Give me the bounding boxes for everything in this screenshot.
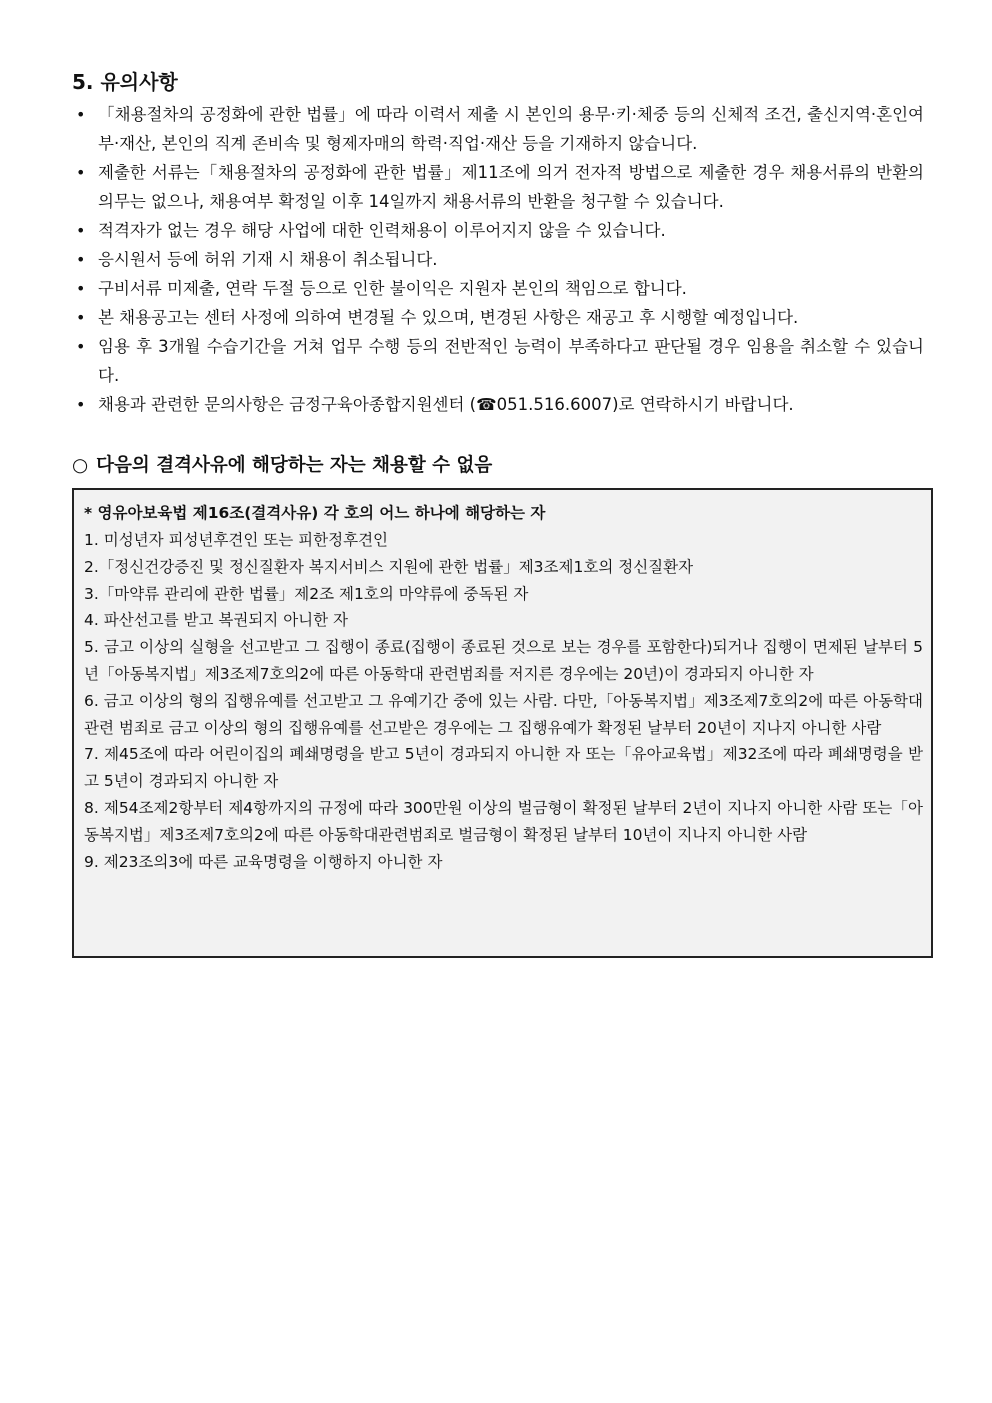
note-text: 「채용절차의 공정화에 관한 법률」에 따라 이력서 제출 시 본인의 용무·키·체중 등의 신체적 조건, 출신지역·혼인여부·재산, 본인의 직계 존비속 및 형제자매의 학력·직업·재산 등을 기재하지 않습니다.: [98, 105, 924, 153]
bullet-icon: •: [76, 221, 86, 240]
note-text: 구비서류 미제출, 연락 두절 등으로 인한 불이익은 지원자 본인의 책임으로 합니다.: [98, 279, 687, 298]
bullet-icon: •: [76, 308, 86, 327]
disqualification-box: [72, 488, 933, 958]
section-title-notes: 5. 유의사항: [72, 70, 178, 94]
disqualification-title: [72, 451, 492, 477]
bullet-icon: •: [76, 105, 86, 124]
disqualification-item: 2.「정신건강증진 및 정신질환자 복지서비스 지원에 관한 법률」제3조제1호의 정신질환자: [84, 557, 694, 576]
notes-list: [72, 100, 924, 419]
note-text: 임용 후 3개월 수습기간을 거쳐 업무 수행 등의 전반적인 능력이 부족하다고 판단될 경우 임용을 취소할 수 있습니다.: [98, 337, 924, 385]
disqualification-item: 9. 제23조의3에 따른 교육명령을 이행하지 아니한 자: [84, 852, 443, 871]
bullet-icon: •: [76, 163, 86, 182]
note-item: [72, 245, 924, 274]
note-text: 제출한 서류는「채용절차의 공정화에 관한 법률」제11조에 의거 전자적 방법으로 제출한 경우 채용서류의 반환의 의무는 없으나, 채용여부 확정일 이후 14일까지 채용서류의 반환을 청구할 수 있습니다.: [98, 163, 924, 211]
disqualification-item: 3.「마약류 관리에 관한 법률」제2조 제1호의 마약류에 중독된 자: [84, 584, 529, 603]
bullet-icon: •: [76, 250, 86, 269]
disqualification-item: 5. 금고 이상의 실형을 선고받고 그 집행이 종료(집행이 종료된 것으로 보는 경우를 포함한다)되거나 집행이 면제된 날부터 5년「아동복지법」제3조제7호의2에 따른 아동학대 관련범죄를 저지른 경우에는 20년)이 경과되지 아니한 자: [84, 638, 923, 683]
note-text: 채용과 관련한 문의사항은 금정구육아종합지원센터 (☎051.516.6007)로 연락하시기 바랍니다.: [98, 395, 794, 414]
note-item: [72, 216, 924, 245]
note-item: [72, 274, 924, 303]
note-item: [72, 158, 924, 216]
bullet-icon: •: [76, 279, 86, 298]
note-item: [72, 390, 924, 419]
note-text: 본 채용공고는 센터 사정에 의하여 변경될 수 있으며, 변경된 사항은 재공고 후 시행할 예정입니다.: [98, 308, 799, 327]
disqualification-item: 1. 미성년자 피성년후견인 또는 피한정후견인: [84, 531, 389, 549]
note-item: [72, 303, 924, 332]
disqualification-title-text: 다음의 결격사유에 해당하는 자는 채용할 수 없음: [96, 455, 493, 476]
note-text: 적격자가 없는 경우 해당 사업에 대한 인력채용이 이루어지지 않을 수 있습니다.: [98, 221, 666, 240]
bullet-icon: •: [76, 337, 86, 356]
disqualification-item: 8. 제54조제2항부터 제4항까지의 규정에 따라 300만원 이상의 벌금형이 확정된 날부터 2년이 지나지 아니한 사람 또는「아동복지법」제3조제7호의2에 따른 아동학대관련범죄로 벌금형이 확정된 날부터 10년이 지나지 아니한 사람: [84, 798, 923, 844]
note-item: [72, 332, 924, 390]
note-text: 응시원서 등에 허위 기재 시 채용이 취소됩니다.: [98, 250, 438, 269]
disqualification-box-heading: * 영유아보육법 제16조(결격사유) 각 호의 어느 하나에 해당하는 자: [84, 504, 546, 522]
disqualification-item: 4. 파산선고를 받고 복권되지 아니한 자: [84, 611, 349, 630]
circle-icon: ○: [72, 455, 89, 476]
disqualification-item: 7. 제45조에 따라 어린이집의 폐쇄명령을 받고 5년이 경과되지 아니한 자 또는「유아교육법」제32조에 따라 폐쇄명령을 받고 5년이 경과되지 아니한 자: [84, 745, 923, 791]
note-item: [72, 100, 924, 158]
disqualification-item: 6. 금고 이상의 형의 집행유예를 선고받고 그 유예기간 중에 있는 사람. 다만,「아동복지법」제3조제7호의2에 따른 아동학대 관련 범죄로 금고 이상의 형의 집행유예를 선고받은 경우에는 그 집행유예가 확정된 날부터 20년이 지나지 아니한 사람: [84, 691, 923, 737]
bullet-icon: •: [76, 395, 86, 414]
